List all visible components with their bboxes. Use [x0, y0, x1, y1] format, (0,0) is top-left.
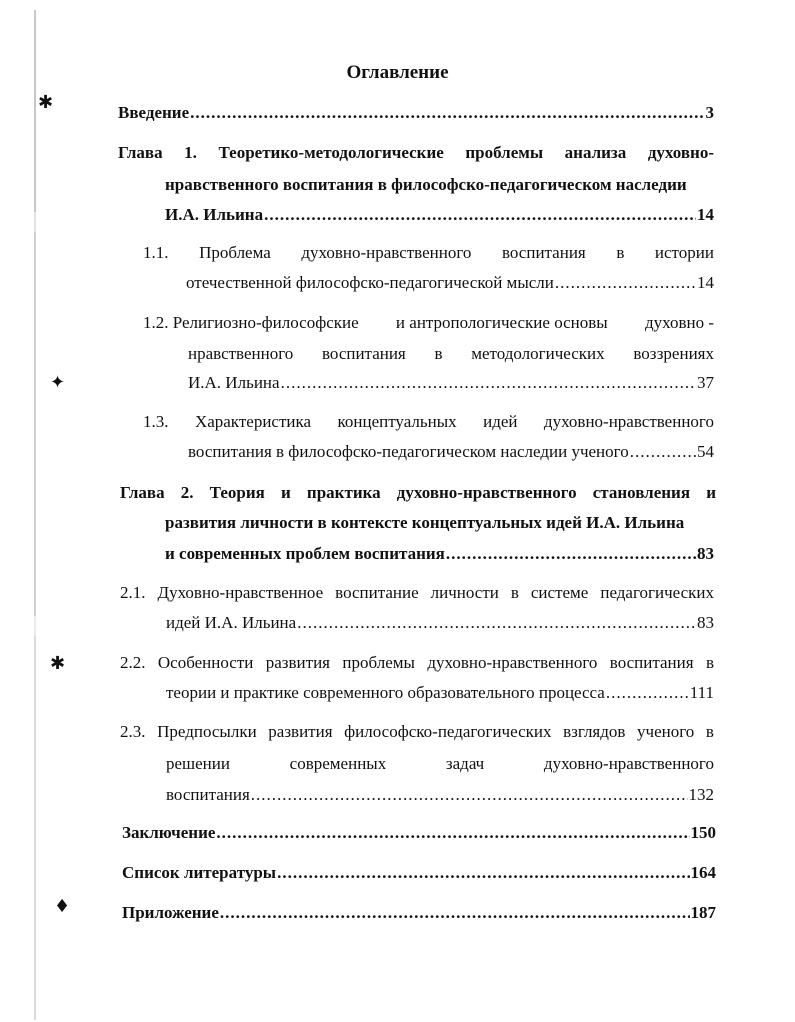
word: идей	[483, 412, 518, 431]
word: развития	[268, 722, 333, 741]
word: концептуальных	[337, 412, 457, 431]
toc-leader	[251, 785, 688, 805]
toc-leader	[190, 103, 704, 123]
word: и антропологические основы	[395, 313, 608, 332]
toc-leader	[220, 903, 690, 923]
toc-section-1-3-line-1[interactable]	[143, 412, 714, 432]
scan-margin-line	[34, 10, 36, 1020]
word: духовно-нравственного	[301, 243, 472, 262]
toc-section-1-2-line-3[interactable]	[188, 373, 714, 393]
word: духовно-нравственного	[543, 754, 714, 773]
word: 2.1.	[120, 583, 146, 602]
word: системе	[530, 583, 589, 602]
toc-label: Введение	[118, 103, 190, 122]
toc-section-2-2-line-1[interactable]	[120, 653, 714, 673]
word: решении	[166, 754, 230, 773]
toc-section-2-1-line-2[interactable]	[166, 613, 714, 633]
word: воспитания	[321, 344, 406, 363]
word: и	[706, 483, 716, 502]
toc-page-number: 37	[697, 373, 714, 392]
toc-label: Приложение	[122, 903, 219, 922]
word: ученого	[637, 722, 695, 741]
word: Характеристика	[194, 412, 312, 431]
toc-chapter-1-line-2: нравственного воспитания в философско-педагогическом наследии	[165, 175, 687, 194]
toc-entry-conclusion[interactable]	[122, 823, 716, 843]
toc-leader	[446, 544, 696, 564]
toc-page-number: 164	[690, 863, 716, 882]
word: в	[705, 653, 714, 672]
toc-section-1-3-line-2[interactable]	[188, 442, 714, 462]
punch-hole-mark: ✱	[38, 92, 54, 113]
toc-leader	[264, 205, 696, 225]
toc-chapter-2-line-3[interactable]	[165, 544, 714, 564]
toc-chapter-2-line-2: развития личности в контексте концептуальных идей И.А. Ильина	[165, 513, 685, 532]
toc-leader	[630, 442, 696, 462]
word: Глава	[118, 143, 163, 162]
toc-label: Заключение	[122, 823, 216, 842]
word: задач	[445, 754, 485, 773]
toc-section-2-3-line-2	[166, 754, 714, 774]
page-title: Оглавление	[346, 62, 449, 83]
word: проблемы	[342, 653, 415, 672]
toc-label: и современных проблем воспитания	[165, 544, 445, 563]
word: 1.3.	[143, 412, 169, 431]
word: развития	[265, 653, 330, 672]
toc-label: теории и практике современного образовательного процесса	[166, 683, 605, 702]
word: нравственного	[188, 344, 294, 363]
word: 1.	[184, 143, 197, 162]
word: Теоретико-методологические	[218, 143, 444, 162]
word: взглядов	[563, 722, 626, 741]
toc-page-number: 111	[689, 683, 714, 702]
toc-label: идей И.А. Ильина	[166, 613, 297, 632]
toc-entry-appendix[interactable]	[122, 903, 716, 923]
word: духовно-нравственного	[396, 483, 577, 502]
toc-label: И.А. Ильина	[165, 205, 264, 224]
word: практика	[306, 483, 381, 502]
word: педагогических	[600, 583, 714, 602]
toc-chapter-2-line-1[interactable]	[120, 483, 716, 503]
toc-leader	[555, 273, 696, 293]
toc-section-2-2-line-2[interactable]	[166, 683, 714, 703]
word: духовно -	[644, 313, 714, 332]
toc-leader	[297, 613, 696, 633]
word: 1.2. Религиозно-философские	[143, 313, 359, 332]
word: истории	[654, 243, 714, 262]
toc-leader	[216, 823, 689, 843]
toc-label: И.А. Ильина	[188, 373, 280, 392]
word: и	[280, 483, 291, 502]
toc-page-number: 14	[697, 205, 714, 224]
toc-leader	[281, 373, 696, 393]
toc-chapter-1-line-1[interactable]	[118, 143, 714, 163]
toc-label: отечественной философско-педагогической мысли	[186, 273, 554, 292]
toc-entry-intro[interactable]	[118, 103, 714, 123]
word: личности	[430, 583, 499, 602]
toc-section-2-3-line-3[interactable]	[166, 785, 714, 805]
word: философско-педагогических	[344, 722, 552, 741]
word: Предпосылки	[157, 722, 257, 741]
word: методологических	[471, 344, 605, 363]
word: воспитания	[501, 243, 586, 262]
punch-hole-mark: ♦	[54, 896, 71, 917]
toc-chapter-1-line-3[interactable]	[165, 205, 714, 225]
word: Глава	[120, 483, 165, 502]
toc-leader	[606, 683, 689, 703]
punch-hole-mark: ✦	[50, 372, 66, 393]
toc-page-number: 14	[697, 273, 714, 292]
word: в	[705, 722, 714, 741]
word: Особенности	[157, 653, 254, 672]
toc-page-number: 3	[705, 103, 714, 122]
word: Духовно-нравственное	[157, 583, 324, 602]
word: в	[510, 583, 519, 602]
word: в	[616, 243, 625, 262]
word: становления	[592, 483, 691, 502]
toc-page-number: 83	[697, 544, 714, 563]
toc-page-number: 132	[688, 785, 714, 804]
toc-section-1-1-line-2[interactable]	[186, 273, 714, 293]
toc-label: Список литературы	[122, 863, 277, 882]
toc-section-1-2-line-2	[188, 344, 714, 364]
word: воспитание	[335, 583, 419, 602]
word: 1.1.	[143, 243, 169, 262]
word: анализа	[564, 143, 627, 162]
word: 2.	[180, 483, 194, 502]
toc-section-2-3-line-1[interactable]	[120, 722, 714, 742]
toc-section-1-2-line-1[interactable]	[143, 313, 714, 333]
punch-hole-mark: ✱	[50, 653, 66, 674]
toc-page-number: 187	[690, 903, 716, 922]
toc-entry-references[interactable]	[122, 863, 716, 883]
word: современных	[289, 754, 387, 773]
word: духовно-нравственного	[427, 653, 598, 672]
toc-section-2-1-line-1[interactable]	[120, 583, 714, 603]
word: воззрениях	[633, 344, 714, 363]
toc-leader	[277, 863, 689, 883]
toc-label: воспитания в философско-педагогическом наследии ученого	[188, 442, 629, 461]
toc-page-number: 83	[697, 613, 714, 632]
word: духовно-нравственного	[543, 412, 714, 431]
toc-label: воспитания	[166, 785, 250, 804]
word: Проблема	[199, 243, 271, 262]
toc-page-number: 150	[690, 823, 716, 842]
word: воспитания	[609, 653, 694, 672]
word: духовно-	[647, 143, 714, 162]
toc-section-1-1-line-1[interactable]	[143, 243, 714, 263]
word: проблемы	[465, 143, 544, 162]
word: 2.3.	[120, 722, 146, 741]
toc-page-number: 54	[697, 442, 714, 461]
word: Теория	[209, 483, 265, 502]
word: в	[434, 344, 443, 363]
word: 2.2.	[120, 653, 146, 672]
